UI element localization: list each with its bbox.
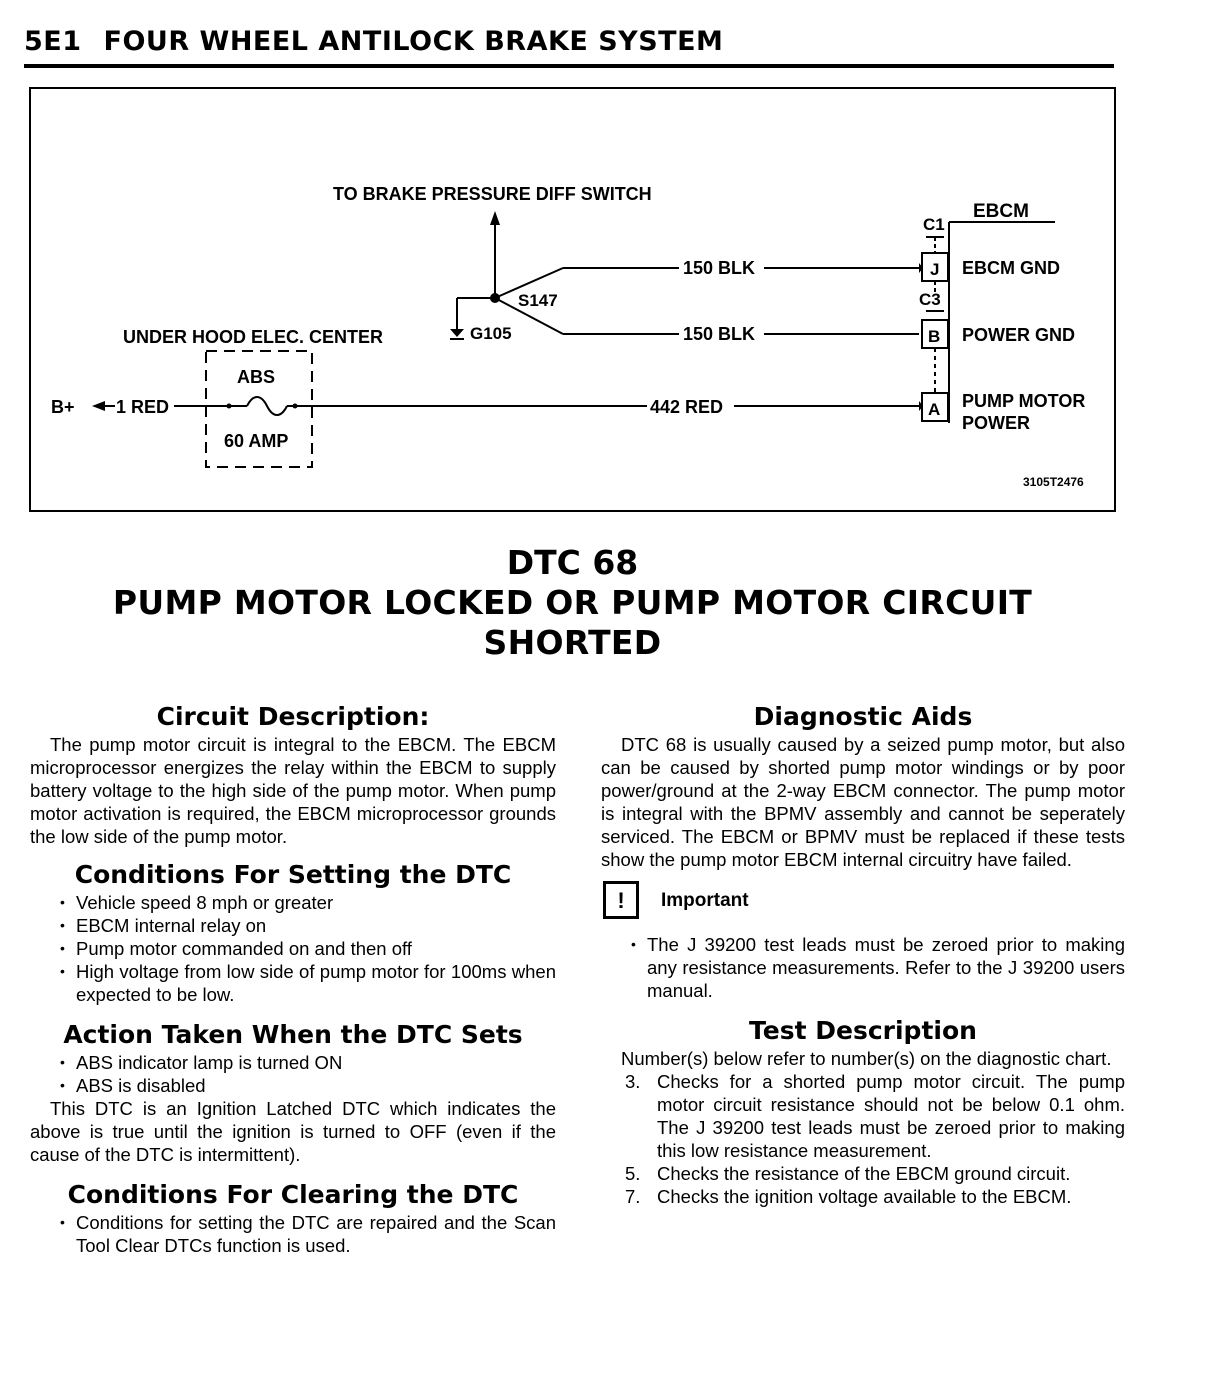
test-description-list [601,1070,1125,1208]
dtc-title [29,543,1116,663]
diagnostic-aids-heading: Diagnostic Aids [753,702,973,731]
ground-icon [450,329,464,337]
conditions-clearing-list [30,1211,556,1257]
circuit-description-text: The pump motor circuit is integral to the EBCM. The EBCM microprocessor energizes the relay within the EBCM to supply battery voltage to the high side of the pump motor. When pump motor activation is required, the EBCM microprocessor grounds the low side of the pump motor. [30,734,556,847]
section-number: 5E1 [24,26,82,57]
pump-motor-power-label: PUMP MOTOR [962,391,1086,411]
dtc-title-line2: SHORTED [483,623,662,662]
important-label: Important [661,889,749,911]
wire-150-blk-2: 150 BLK [683,324,756,344]
figure-code: 3105T2476 [1023,475,1084,489]
ebcm-label: EBCM [973,201,1029,222]
c3-label: C3 [919,290,941,309]
list-item: 5. Checks the resistance of the EBCM ground circuit. [625,1163,1071,1184]
diagram-frame [30,88,1115,511]
list-item: • Conditions for setting the DTC are repaired and the Scan Tool Clear DTCs function is used. [30,1211,556,1257]
dtc-number: DTC 68 [506,543,639,582]
under-hood-label: UNDER HOOD ELEC. CENTER [123,327,384,347]
section-title: FOUR WHEEL ANTILOCK BRAKE SYSTEM [103,26,724,57]
important-icon: ! [603,881,639,919]
test-description-heading: Test Description [749,1016,977,1045]
abs-label: ABS [237,367,276,387]
important-list [601,933,1125,1002]
g105-label: G105 [470,324,512,343]
conditions-setting-list [30,891,556,1006]
b-plus-label: B+ [51,397,75,417]
conditions-clearing-heading: Conditions For Clearing the DTC [67,1180,519,1209]
left-column [30,700,556,1257]
page-header [24,26,1114,57]
c1-label: C1 [923,215,945,234]
fuse-icon [247,397,287,415]
svg-text:POWER: POWER [962,413,1031,433]
ebcm-gnd-label: EBCM GND [962,258,1060,278]
list-item: • Vehicle speed 8 mph or greater [30,891,556,914]
s147-label: S147 [518,291,558,310]
action-taken-text: This DTC is an Ignition Latched DTC which indicates the above is true until the ignition is turned to OFF (even if the cause of the DTC is intermittent). [30,1098,556,1165]
list-item: • ABS indicator lamp is turned ON [30,1051,556,1074]
list-item: • EBCM internal relay on [30,914,556,937]
wire-150-blk-1: 150 BLK [683,258,756,278]
list-item: • The J 39200 test leads must be zeroed prior to making any resistance measurements. Refer to the J 39200 users manual. [601,933,1125,1002]
wire-442-red: 442 RED [650,397,724,417]
amp-label: 60 AMP [224,431,289,451]
list-item: • ABS is disabled [30,1074,556,1097]
wiring-diagram [29,87,1116,512]
power-gnd-label: POWER GND [962,325,1076,345]
action-taken-list [30,1051,556,1097]
list-item: 7. Checks the ignition voltage available to the EBCM. [625,1186,1072,1207]
right-column [601,700,1125,1208]
test-description-intro: Number(s) below refer to number(s) on the diagnostic chart. [621,1048,1112,1069]
header-rule [24,64,1114,68]
svg-text:B: B [928,327,941,346]
dtc-title-line1: PUMP MOTOR LOCKED OR PUMP MOTOR CIRCUIT [112,583,1033,622]
important-note [603,881,1125,919]
to-switch-label: TO BRAKE PRESSURE DIFF SWITCH [333,184,652,204]
svg-text:J: J [930,260,940,279]
diagnostic-aids-text: DTC 68 is usually caused by a seized pump motor, but also can be caused by shorted pump motor windings or by poor power/ground at the 2-way EBCM connector. The pump motor is integral with the BPMV assembly and cannot be seperately serviced. The EBCM or BPMV must be replaced if these tests show the pump motor EBCM internal circuitry have failed. [601,734,1125,870]
circuit-description-heading: Circuit Description: [156,702,430,731]
list-item: • High voltage from low side of pump motor for 100ms when expected to be low. [30,960,556,1006]
list-item: 3. Checks for a shorted pump motor circuit. The pump motor circuit resistance should not be below 0.1 ohm. The J 39200 test leads must be zeroed prior to making this low resistance measurement. [625,1071,1125,1161]
svg-text:A: A [928,400,941,419]
switch-arrow [490,211,500,225]
conditions-setting-heading: Conditions For Setting the DTC [74,860,512,889]
action-taken-heading: Action Taken When the DTC Sets [63,1020,523,1049]
list-item: • Pump motor commanded on and then off [30,937,556,960]
one-red-label: 1 RED [116,397,170,417]
